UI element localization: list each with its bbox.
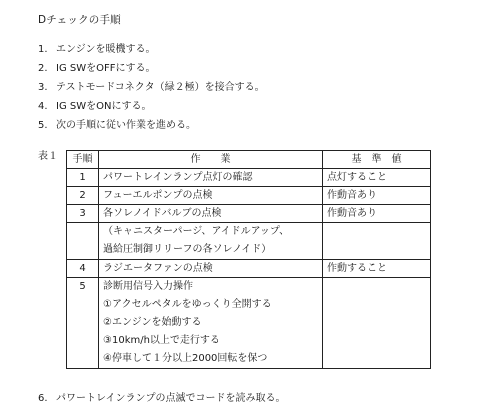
- step-item: [38, 116, 265, 135]
- header-standard: 基 準 値: [323, 151, 431, 169]
- cell-no: 1: [67, 169, 99, 187]
- table-label: 表１: [38, 151, 58, 162]
- cell-standard: 作動すること: [323, 260, 431, 278]
- step-text: パワートレインランプの点滅でコードを読み取る。: [56, 393, 286, 404]
- step-text: 次の手順に従い作業を進める。: [56, 120, 196, 131]
- cell-no: 2: [67, 187, 99, 205]
- table-row: [67, 278, 431, 369]
- table-row: [67, 260, 431, 278]
- step-text: テストモードコネクタ（緑２極）を接合する。: [56, 82, 265, 93]
- table-row: [67, 169, 431, 187]
- table-row: [67, 205, 431, 223]
- header-work: 作 業: [99, 151, 323, 169]
- step-item: [38, 97, 265, 116]
- step-item: [38, 40, 265, 59]
- cell-no: 5: [67, 278, 99, 369]
- table-row: [67, 187, 431, 205]
- cell-work: パワートレインランプ点灯の確認: [99, 169, 323, 187]
- work-line: 診断用信号入力操作: [103, 281, 193, 292]
- step-number: 4.: [38, 101, 48, 112]
- work-line: ①アクセルペタルをゆっくり全開する: [103, 299, 272, 310]
- step-item: [38, 78, 265, 97]
- cell-no: 3: [67, 205, 99, 223]
- cell-standard: 作動音あり: [323, 187, 431, 205]
- table-row: [67, 223, 431, 260]
- cell-work: 各ソレノイドバルブの点検: [99, 205, 323, 223]
- page-title: Dチェックの手順: [38, 14, 121, 26]
- cell-standard: 点灯すること: [323, 169, 431, 187]
- header-no: 手順: [67, 151, 99, 169]
- step-text: IG SWをONにする。: [56, 101, 152, 112]
- work-line: （キャニスターパージ、アイドルアップ、: [103, 226, 290, 237]
- work-line: ②エンジンを始動する: [103, 317, 202, 328]
- step-item: [38, 59, 265, 78]
- step-text: エンジンを暖機する。: [56, 44, 156, 55]
- step-number: 5.: [38, 120, 48, 131]
- final-step: [38, 389, 286, 404]
- cell-work: [99, 278, 323, 369]
- step-number: 3.: [38, 82, 48, 93]
- cell-no: [67, 223, 99, 260]
- cell-no: 4: [67, 260, 99, 278]
- cell-work: [99, 223, 323, 260]
- step-number: 1.: [38, 44, 48, 55]
- work-line: ④停車して１分以上2000回転を保つ: [103, 353, 268, 364]
- step-number: 6.: [38, 393, 48, 404]
- step-text: IG SWをOFFにする。: [56, 63, 156, 74]
- procedure-steps: [38, 40, 265, 135]
- work-line: ③10km/h以上で走行する: [103, 335, 220, 346]
- cell-standard: [323, 223, 431, 260]
- cell-standard: [323, 278, 431, 369]
- cell-work: ラジエータファンの点検: [99, 260, 323, 278]
- table-header-row: [67, 151, 431, 169]
- cell-work: フューエルポンプの点検: [99, 187, 323, 205]
- cell-standard: 作動音あり: [323, 205, 431, 223]
- step-number: 2.: [38, 63, 48, 74]
- procedure-table: [66, 150, 431, 369]
- work-line: 過給圧制御リリーフの各ソレノイド）: [103, 244, 272, 255]
